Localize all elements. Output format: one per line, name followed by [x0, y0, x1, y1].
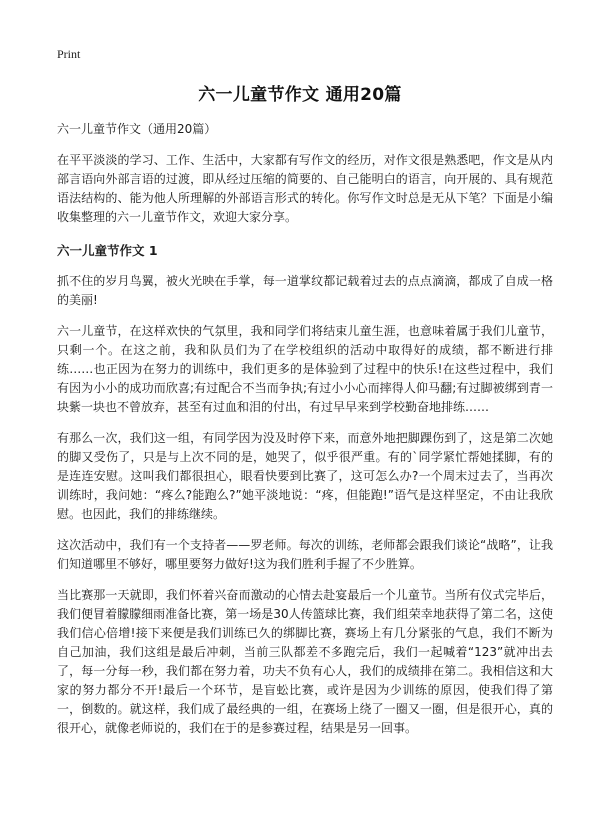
- print-link[interactable]: Print: [57, 47, 81, 61]
- body-paragraph-1: 抓不住的岁月鸟翼，被火光映在手掌，每一道掌纹都记载着过去的点点滴滴，都成了自成一格的美丽!: [57, 274, 553, 307]
- body-paragraph-3: 有那么一次，我们这一组，有同学因为没及时停下来，而意外地把脚踝伤到了，这是第二次她的脚又受伤了，只是与上次不同的是，她哭了，似乎很严重。有的`同学紧忙帮她揉脚，有的是连连安慰。这叫我们都很担心，眼看快要到比赛了，这可怎么办?一个周末过去了，当再次训练时，我问她：“疼么?能跑么?”她平淡地说：“疼，但能跑!”语气是这样坚定，不由让我欣慰。也因此，我们的排练继续。: [57, 431, 553, 521]
- intro-paragraph: 在平平淡淡的学习、工作、生活中，大家都有写作文的经历，对作文很是熟悉吧，作文是从内部言语向外部言语的过渡，即从经过压缩的简要的、自己能明白的语言，向开展的、具有规范语法结构的、能为他人所理解的外部语言形式的转化。你写作文时总是无从下笔？下面是小编收集整理的六一儿童节作文，欢迎大家分享。: [57, 153, 553, 224]
- document-subtitle: 六一儿童节作文（通用20篇）: [57, 122, 217, 136]
- body-paragraph-4: 这次活动中，我们有一个支持者——罗老师。每次的训练，老师都会跟我们谈论“战略”，让我们知道哪里不够好，哪里要努力做好!这为我们胜利手握了不少胜算。: [57, 538, 553, 571]
- body-paragraph-5: 当比赛那一天就即，我们怀着兴奋而激动的心情去赴宴最后一个儿童节。当所有仪式完毕后，我们便冒着朦朦细雨准备比赛，第一场是30人传篮球比赛，我们组荣幸地获得了第二名，这使我们信心倍增!接下来便是我们训练已久的绑脚比赛，赛场上有几分紧张的气息，我们不断为自己加油，我们这组是最后冲刺，当前三队都差不多跑完后，我们一起喊着“123”就冲出去了，每一分每一秒，我们都在努力着，功夫不负有心人，我们的成绩排在第二。我相信这和大家的努力都分不开!最后一个环节，是盲蚣比赛，或许是因为少训练的原因，使我们得了第一，倒数的。就这样，我们成了最经典的一组，在赛场上绕了一圈又一圈，但是很开心，真的很开心，就像老师说的，我们在于的是参赛过程，结果是另一回事。: [57, 588, 553, 735]
- document-body: [57, 120, 553, 750]
- page-title: 六一儿童节作文 通用20篇: [198, 85, 402, 105]
- body-paragraph-2: 六一儿童节，在这样欢快的气氛里，我和同学们将结束儿童生涯，也意味着属于我们儿童节，只剩一个。在这之前，我和队员们为了在学校组织的活动中取得好的成绩，都不断进行排练……也正因为在努力的训练中，我们更多的是体验到了过程中的快乐!在这些过程中，我们有因为小小的成功而欣喜;有过配合不当而争执;有过小小心而摔得人仰马翻;有过脚被绑到青一块紫一块也不曾放弃，甚至有过血和泪的付出，有过早早来到学校勤奋地排练……: [57, 324, 553, 414]
- section-heading: 六一儿童节作文 1: [57, 243, 158, 258]
